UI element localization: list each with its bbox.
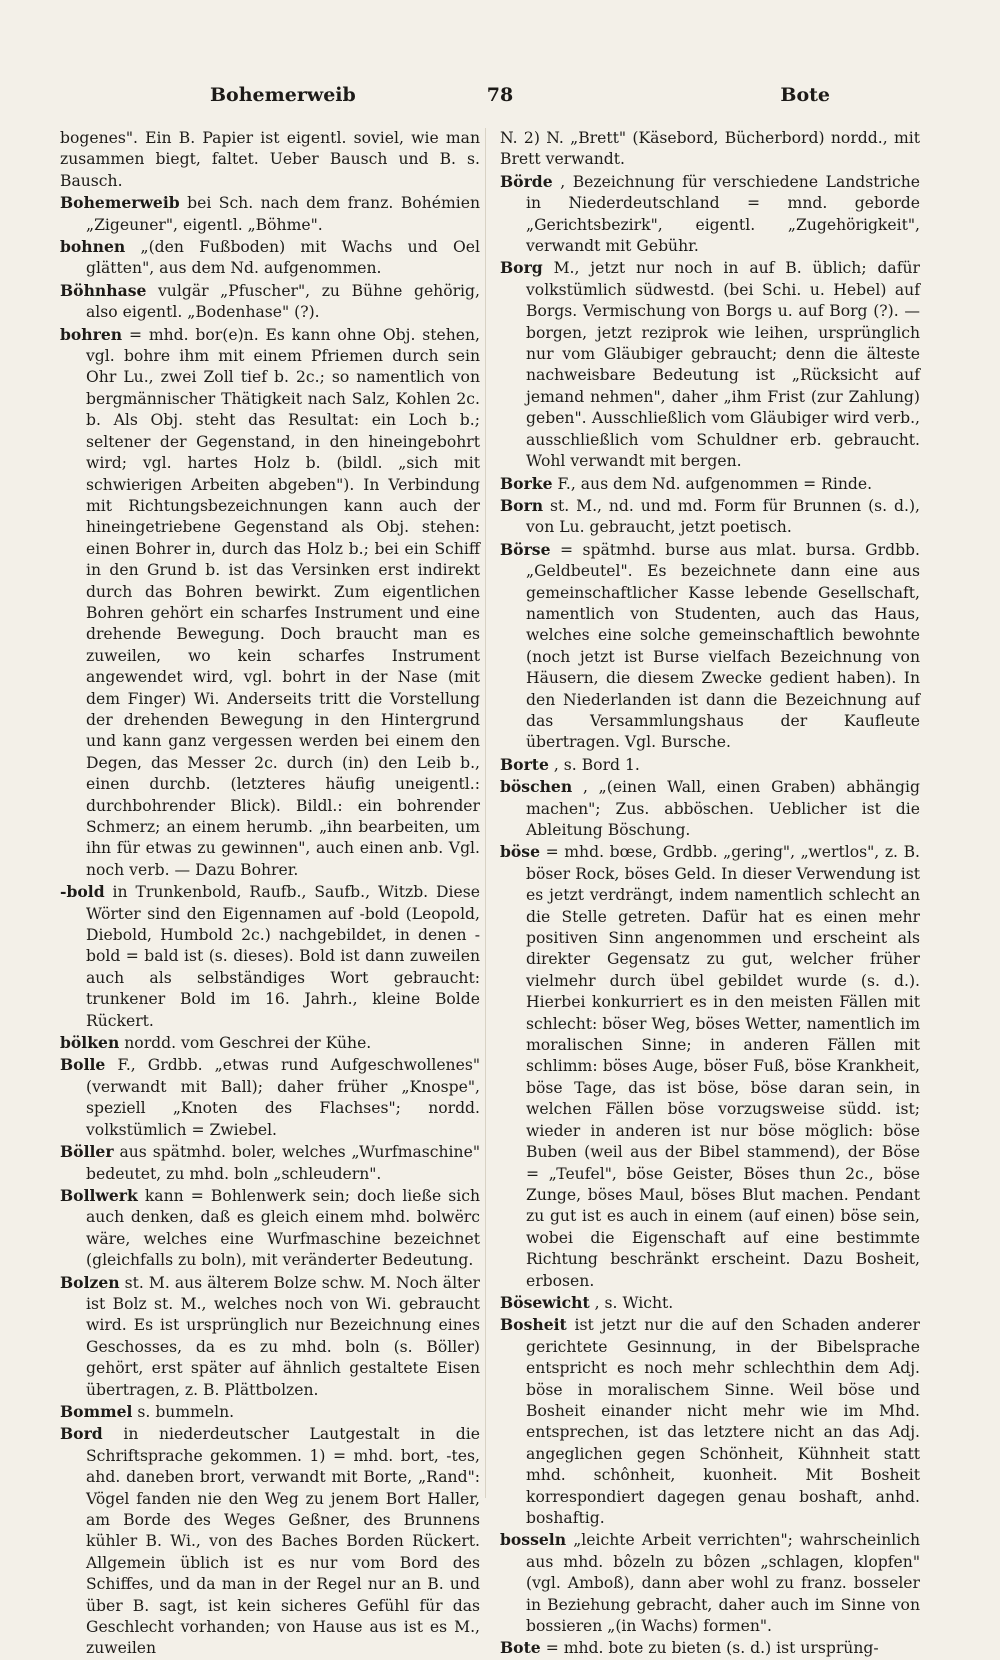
- dictionary-entry: [60, 881, 480, 1032]
- dictionary-entry: [60, 280, 480, 324]
- dictionary-entry: [60, 1272, 480, 1401]
- dictionary-entry: [60, 128, 480, 192]
- entry-headword: Bommel: [60, 1401, 133, 1421]
- left-column: [60, 128, 481, 1658]
- entry-text: „(den Fußboden) mit Wachs und Oel glätten", aus dem Nd. aufgenommen.: [86, 238, 480, 278]
- entry-headword: Bolzen: [60, 1272, 120, 1292]
- entry-text: „leichte Arbeit verrichten"; wahrscheinlich aus mhd. bôzeln zu bôzen „schlagen, klopfen" (vgl. Amboß), dann aber wohl zu franz. bosseler in Beziehung gebracht, daher auch im Sinne von bossieren „(in Wachs) formen".: [526, 1531, 920, 1636]
- entry-text: = spätmhd. burse aus mlat. bursa. Grdbb. „Geldbeutel". Es bezeichnete dann eine aus gemeinschaftlicher Kasse lebende Gesellschaft, namentlich von Studenten, auch das Haus, welches eine solche gemeinschaftlich bewohnte (noch jetzt ist Burse vielfach Bezeichnung von Häusern, die diesem Zwecke gedient haben). In den Niederlanden ist dann die Bezeichnung auf das Versammlungshaus der Kaufleute übertragen. Vgl. Bursche.: [526, 540, 920, 752]
- entry-headword: Bohemerweib: [60, 193, 180, 213]
- entry-headword: bohren: [60, 324, 123, 344]
- dictionary-entry: [500, 841, 920, 1292]
- dictionary-entry: [500, 128, 920, 171]
- dictionary-entry: [500, 495, 920, 539]
- entry-headword: Bollwerk: [60, 1185, 138, 1205]
- header-left-keyword: Bohemerweib: [210, 84, 356, 106]
- page-header: [60, 84, 940, 114]
- dictionary-entry: [500, 257, 920, 472]
- entry-headword: bohnen: [60, 237, 126, 257]
- entry-text: M., jetzt nur noch in auf B. üblich; dafür volkstümlich südwestd. (bei Schi. u. Hebel) auf Borgs. Vermischung von Borgs u. auf Borg (?). — borgen, jetzt reziprok wie leihen, ursprünglich nur vom Gläubiger gebraucht; denn die älteste nachweisbare Bedeutung ist „Rücksicht auf jemand nehmen", daher „ihm Frist (zur Zahlung) geben". Ausschließlich vom Gläubiger wird verb., ausschließlich vom Schuldner erb. gebraucht. Wohl verwandt mit bergen.: [526, 259, 920, 471]
- entry-text: aus spätmhd. boler, welches „Wurfmaschine" bedeutet, zu mhd. boln „schleudern".: [86, 1143, 480, 1183]
- dictionary-entry: [60, 1032, 480, 1054]
- column-divider: [485, 128, 486, 1498]
- dictionary-entry: [60, 236, 480, 280]
- entry-headword: Bösewicht: [500, 1292, 590, 1312]
- entry-headword: bosseln: [500, 1530, 567, 1550]
- dictionary-entry: [60, 1054, 480, 1141]
- entry-text: , Bezeichnung für verschiedene Landstriche in Niederdeutschland = mnd. geborde „Gerichtsbezirk", eigentl. „Zugehörigkeit", verwandt mit Gebühr.: [526, 172, 920, 256]
- page-number: 78: [486, 84, 514, 106]
- entry-headword: Borke: [500, 473, 553, 493]
- entry-text: s. bummeln.: [137, 1402, 235, 1421]
- entry-headword: bölken: [60, 1033, 120, 1053]
- entry-text: in Trunkenbold, Raufb., Saufb., Witzb. Diese Wörter sind den Eigennamen auf -bold (Leopold, Diebold, Humbold 2c.) nachgebildet, in denen -bold = bald ist (s. dieses). Bold ist dann zuweilen auch als selbständiges Wort gebraucht: trunkener Bold im 16. Jahrh., kleine Bolde Rückert.: [86, 883, 480, 1030]
- dictionary-entry: [500, 171, 920, 258]
- dictionary-entry: [500, 1529, 920, 1637]
- entry-text: = mhd. bœse, Grdbb. „gering", „wertlos", z. B. böser Rock, böses Geld. In dieser Verwendung ist es jetzt verdrängt, indem namentlich schlecht an die Stelle getreten. Dafür hat es einen mehr positiven Sinn angenommen und erscheint als direkter Gegensatz zu gut, welcher früher vielmehr durch übel gebildet wurde (s. d.). Hierbei konkurriert es in den meisten Fällen mit schlecht: böser Weg, böses Wetter, namentlich im moralischen Sinne; in anderen Fällen mit schlimm: böses Auge, böser Fuß, böse Krankheit, böse Tage, das ist böse, böse daran sein, in welchen Fällen böse vorzugsweise südd. ist; wieder in anderen ist nur böse möglich: böse Buben (weil aus der Bibel stammend), der Böse = „Teufel", böse Geister, Böses thun 2c., böse Zunge, böses Maul, böses Blut machen. Pendant zu gut ist es auch in einem (auf einen) böse sein, wobei die Eigenschaft auf eine bestimmte Richtung beschränkt erscheint. Dazu Bosheit, erbosen.: [526, 843, 920, 1290]
- entry-text: st. M., nd. und md. Form für Brunnen (s. d.), von Lu. gebraucht, jetzt poetisch.: [526, 496, 920, 537]
- entry-text: nordd. vom Geschrei der Kühe.: [124, 1034, 372, 1053]
- dictionary-entry: [60, 324, 480, 882]
- entry-headword: Börse: [500, 539, 551, 559]
- entry-headword: Borte: [500, 754, 549, 774]
- entry-text: bogenes". Ein B. Papier ist eigentl. soviel, wie man zusammen biegt, faltet. Ueber Bausch und B. s. Bausch.: [60, 129, 480, 190]
- entry-text: , s. Wicht.: [594, 1293, 674, 1312]
- dictionary-entry: [500, 1292, 920, 1314]
- dictionary-entry: [60, 1185, 480, 1272]
- entry-headword: Böhnhase: [60, 280, 147, 300]
- dictionary-entry: [500, 1314, 920, 1529]
- dictionary-entry: [500, 776, 920, 841]
- entry-text: F., aus dem Nd. aufgenommen = Rinde.: [557, 474, 873, 493]
- entry-text: , „(einen Wall, einen Graben) abhängig machen"; Zus. abböschen. Ueblicher ist die Ableitung Böschung.: [526, 778, 920, 839]
- entry-headword: Borg: [500, 258, 543, 278]
- entry-headword: Bote: [500, 1638, 541, 1658]
- entry-text: ist jetzt nur die auf den Schaden anderer gerichtete Gesinnung, in der Bibelsprache entspricht es noch mehr schlechthin dem Adj. böse in moralischem Sinne. Weil böse und Bosheit einander nicht mehr wie im Mhd. entsprechen, ist das letztere nicht an das Adj. angeglichen gegen Schönheit, Kühnheit statt mhd. schônheit, kuonheit. Mit Bosheit korrespondiert dagegen genau boshaft, anhd. boshaftig.: [526, 1316, 920, 1527]
- entry-headword: -bold: [60, 882, 105, 902]
- dictionary-entry: [60, 1423, 480, 1659]
- entry-text: st. M. aus älterem Bolze schw. M. Noch älter ist Bolz st. M., welches noch von Wi. gebraucht wird. Es ist ursprünglich nur Bezeichnung eines Geschosses, da es zu mhd. boln (s. Böller) gehört, erst später auf ähnlich gestaltete Eisen übertragen, z. B. Plättbolzen.: [86, 1273, 480, 1399]
- dictionary-entry: [500, 754, 920, 776]
- entry-text: bei Sch. nach dem franz. Bohémien „Zigeuner", eigentl. „Böhme".: [86, 194, 480, 234]
- entry-headword: Born: [500, 495, 544, 515]
- dictionary-entry: [60, 1141, 480, 1185]
- entry-text: N. 2) N. „Brett" (Käsebord, Bücherbord) nordd., mit Brett verwandt.: [500, 129, 920, 169]
- dictionary-entry: [500, 473, 920, 495]
- dictionary-entry: [60, 1401, 480, 1423]
- header-right-keyword: Bote: [780, 84, 830, 106]
- entry-text: in niederdeutscher Lautgestalt in die Schriftsprache gekommen. 1) = mhd. bort, -tes, ahd. daneben brort, verwandt mit Borte, „Rand": Vögel fanden nie den Weg zu jenem Bort Haller, am Borde des Weges Geßner, des Brunnens kühler B. Wi., von des Baches Borden Rückert. Allgemein üblich ist es nur vom Bord des Schiffes, und da man in der Regel nur an B. und über B. sagt, ist kein sicheres Gefühl für das Geschlecht vorhanden; von Hause aus ist es M., zuweilen: [86, 1425, 481, 1658]
- entry-text: , s. Bord 1.: [553, 755, 640, 774]
- entry-text: = mhd. bote zu bieten (s. d.) ist ursprüng-: [545, 1639, 879, 1658]
- entry-text: F., Grdbb. „etwas rund Aufgeschwollenes" (verwandt mit Ball); daher früher „Knospe", speziell „Knoten des Flachses"; nordd. volkstümlich = Zwiebel.: [86, 1056, 481, 1139]
- dictionary-entry: [500, 1637, 920, 1659]
- dictionary-entry: [60, 192, 480, 236]
- entry-headword: Böller: [60, 1142, 114, 1162]
- entry-headword: Bolle: [60, 1055, 106, 1075]
- dictionary-entry: [500, 539, 920, 754]
- entry-headword: böse: [500, 842, 541, 862]
- entry-text: kann = Bohlenwerk sein; doch ließe sich auch denken, daß es gleich einem mhd. bolwërc wäre, welches eine Wurfmaschine bezeichnet (gleichfalls zu boln), mit veränderter Bedeutung.: [86, 1186, 480, 1270]
- right-column: [500, 128, 920, 1658]
- entry-headword: böschen: [500, 777, 573, 797]
- entry-text: vulgär „Pfuscher", zu Bühne gehörig, also eigentl. „Bodenhase" (?).: [86, 281, 480, 322]
- entry-headword: Börde: [500, 171, 553, 191]
- entry-headword: Bord: [60, 1424, 103, 1444]
- entry-text: = mhd. bor(e)n. Es kann ohne Obj. stehen, vgl. bohre ihm mit einem Pfriemen durch sein Ohr Lu., zwei Zoll tief b. 2c.; so namentlich von bergmännischer Thätigkeit nach Salz, Kohlen 2c. b. Als Obj. steht das Resultat: ein Loch b.; seltener der Gegenstand, in den hineingebohrt wird; vgl. hartes Holz b. (bildl. „sich mit schwierigen Arbeiten abgeben"). In Verbindung mit Richtungsbezeichnungen kann auch der hineingetriebene Gegenstand als Obj. stehen: einen Bohrer in, durch das Holz b.; bei ein Schiff in den Grund b. ist das Versinken erst indirekt durch das Bohren bewirkt. Zum eigentlichen Bohren gehört ein scharfes Instrument und eine drehende Bewegung. Doch braucht man es zuweilen, wo kein scharfes Instrument angewendet wird, vgl. bohrt in der Nase (mit dem Finger) Wi. Anderseits tritt die Vorstellung der drehenden Bewegung in den Hintergrund und kann ganz vergessen werden bei einem den Degen, das Messer 2c. durch (in) den Leib b., einen durchb. (letzteres häufig uneigentl.: durchbohrender Blick). Bildl.: ein bohrender Schmerz; an einem herumb. „ihn bearbeiten, um ihn für etwas zu gewinnen", auch einen anb. Vgl. noch verb. — Dazu Bohrer.: [86, 325, 480, 879]
- entry-headword: Bosheit: [500, 1315, 567, 1335]
